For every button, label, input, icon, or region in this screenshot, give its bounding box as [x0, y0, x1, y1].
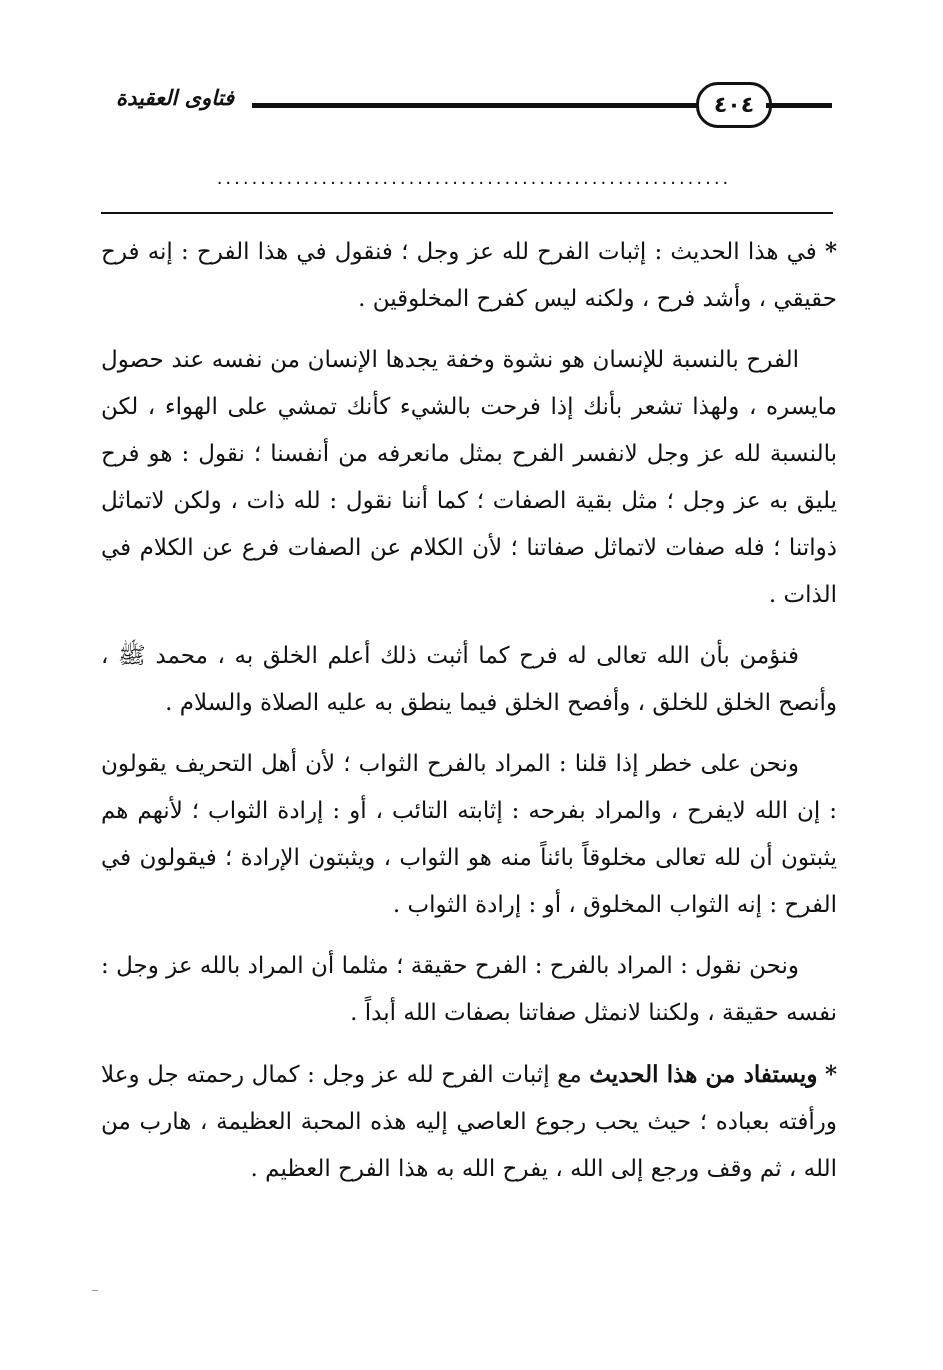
star-marker: *: [824, 238, 838, 265]
paragraph-1: [101, 228, 837, 323]
bold-lead: ويستفاد من هذا الحديث: [589, 1061, 818, 1088]
paragraph-5: [101, 943, 837, 1037]
star-marker: *: [824, 1061, 837, 1088]
paragraph-4: [101, 741, 837, 929]
separator-line: [101, 212, 833, 214]
paragraph-text: فنؤمن بأن الله تعالى له فرح كما أثبت ذلك أعلم الخلق به ، محمد ﷺ ، وأنصح الخلق للخلق ، وأفصح الخلق فيما ينطق به عليه الصلاة والسلام .: [101, 643, 837, 716]
page-body: [101, 228, 837, 1207]
paragraph-text: في هذا الحديث : إثبات الفرح لله عز وجل ؛ فنقول في هذا الفرح : إنه فرح حقيقي ، وأشد فرح ، ولكنه ليس كفرح المخلوقين .: [101, 239, 837, 312]
paragraph-6: [101, 1051, 837, 1193]
paragraph-text: ونحن نقول : المراد بالفرح : الفرح حقيقة ؛ مثلما أن المراد بالله عز وجل : نفسه حقيقة ، ولكننا لانمثل صفاتنا بصفات الله أبداً .: [101, 953, 837, 1026]
page-header: [100, 82, 832, 128]
dotted-separator: ...........................................................: [216, 168, 732, 188]
paragraph-text: مع إثبات الفرح لله عز وجل : كمال رحمته جل وعلا ورأفته بعباده ؛ حيث يحب رجوع العاصي إليه هذه المحبة العظيمة ، هارب من الله ، ثم وقف ورجع إلى الله ، يفرح الله به هذا الفرح العظيم .: [101, 1062, 837, 1182]
paragraph-text: الفرح بالنسبة للإنسان هو نشوة وخفة يجدها الإنسان من نفسه عند حصول مايسره ، ولهذا تشعر بأنك إذا فرحت بالشيء كأنك تمشي على الهواء ، لكن بالنسبة لله عز وجل لانفسر الفرح بمثل مانعرفه من أنفسنا ؛ نقول : هو فرح يليق به عز وجل ؛ مثل بقية الصفات ؛ كما أننا نقول : لله ذات ، ولكن لاتماثل ذواتنا ؛ فله صفات لاتماثل صفاتنا ؛ لأن الكلام عن الصفات فرع عن الكلام في الذات .: [101, 347, 837, 608]
margin-mark: [92, 1290, 98, 1294]
page-number-frame: [696, 82, 772, 128]
paragraph-2: [101, 337, 837, 619]
paragraph-text: ونحن على خطر إذا قلنا : المراد بالفرح الثواب ؛ لأن أهل التحريف يقولون : إن الله لايفرح ، والمراد بفرحه : إثابته التائب ، أو : إرادة الثواب ؛ لأنهم هم يثبتون أن لله تعالى مخلوقاً بائناً منه هو الثواب ، ويثبتون الإرادة ؛ فيقولون في الفرح : إنه الثواب المخلوق ، أو : إرادة الثواب .: [101, 751, 837, 918]
page-number: ٤٠٤: [713, 92, 755, 118]
header-rule-right: [766, 103, 832, 108]
paragraph-3: [101, 633, 837, 727]
running-title: فتاوى العقيدة: [115, 86, 234, 110]
